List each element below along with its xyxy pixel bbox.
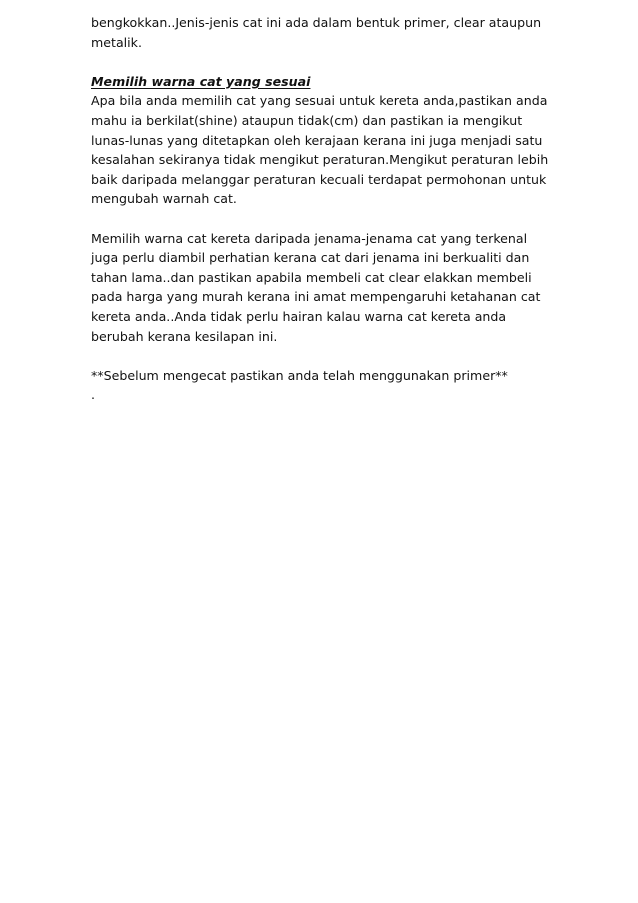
primer-note — [91, 366, 571, 405]
intro-paragraph — [91, 13, 571, 52]
paragraph-line: pada harga yang murah kerana ini amat mempengaruhi ketahanan cat — [91, 289, 541, 305]
primer-note-text: **Sebelum mengecat pastikan anda telah menggunakan primer** — [91, 367, 508, 383]
paragraph-line: Memilih warna cat kereta daripada jenama-jenama cat yang terkenal — [91, 230, 528, 246]
paragraph-line: baik daripada melanggar peraturan kecuali terdapat permohonan untuk — [91, 171, 547, 187]
section-choose-paint-color — [91, 72, 571, 209]
paragraph-line: mahu ia berkilat(shine) ataupun tidak(cm) dan pastikan ia mengikut — [91, 112, 523, 128]
document-body — [91, 13, 571, 405]
paragraph-line: juga perlu diambil perhatian kerana cat dari jenama ini berkualiti dan — [91, 250, 530, 266]
trailing-mark: . — [91, 387, 96, 403]
paragraph-line: tahan lama..dan pastikan apabila membeli cat clear elakkan membeli — [91, 269, 532, 285]
paragraph-line: kereta anda..Anda tidak perlu hairan kalau warna cat kereta anda — [91, 308, 507, 324]
section-heading: Memilih warna cat yang sesuai — [91, 73, 311, 89]
intro-line: metalik. — [91, 34, 142, 50]
paragraph-line: berubah kerana kesilapan ini. — [91, 328, 278, 344]
paragraph-line: Apa bila anda memilih cat yang sesuai untuk kereta anda,pastikan anda — [91, 93, 548, 109]
paragraph-line: lunas-lunas yang ditetapkan oleh kerajaan kerana ini juga menjadi satu — [91, 132, 543, 148]
paragraph-line: mengubah warnah cat. — [91, 191, 237, 207]
paragraph-line: kesalahan sekiranya tidak mengikut peraturan.Mengikut peraturan lebih — [91, 152, 549, 168]
paint-brand-paragraph — [91, 229, 571, 347]
intro-line: bengkokkan..Jenis-jenis cat ini ada dalam bentuk primer, clear ataupun — [91, 15, 542, 30]
